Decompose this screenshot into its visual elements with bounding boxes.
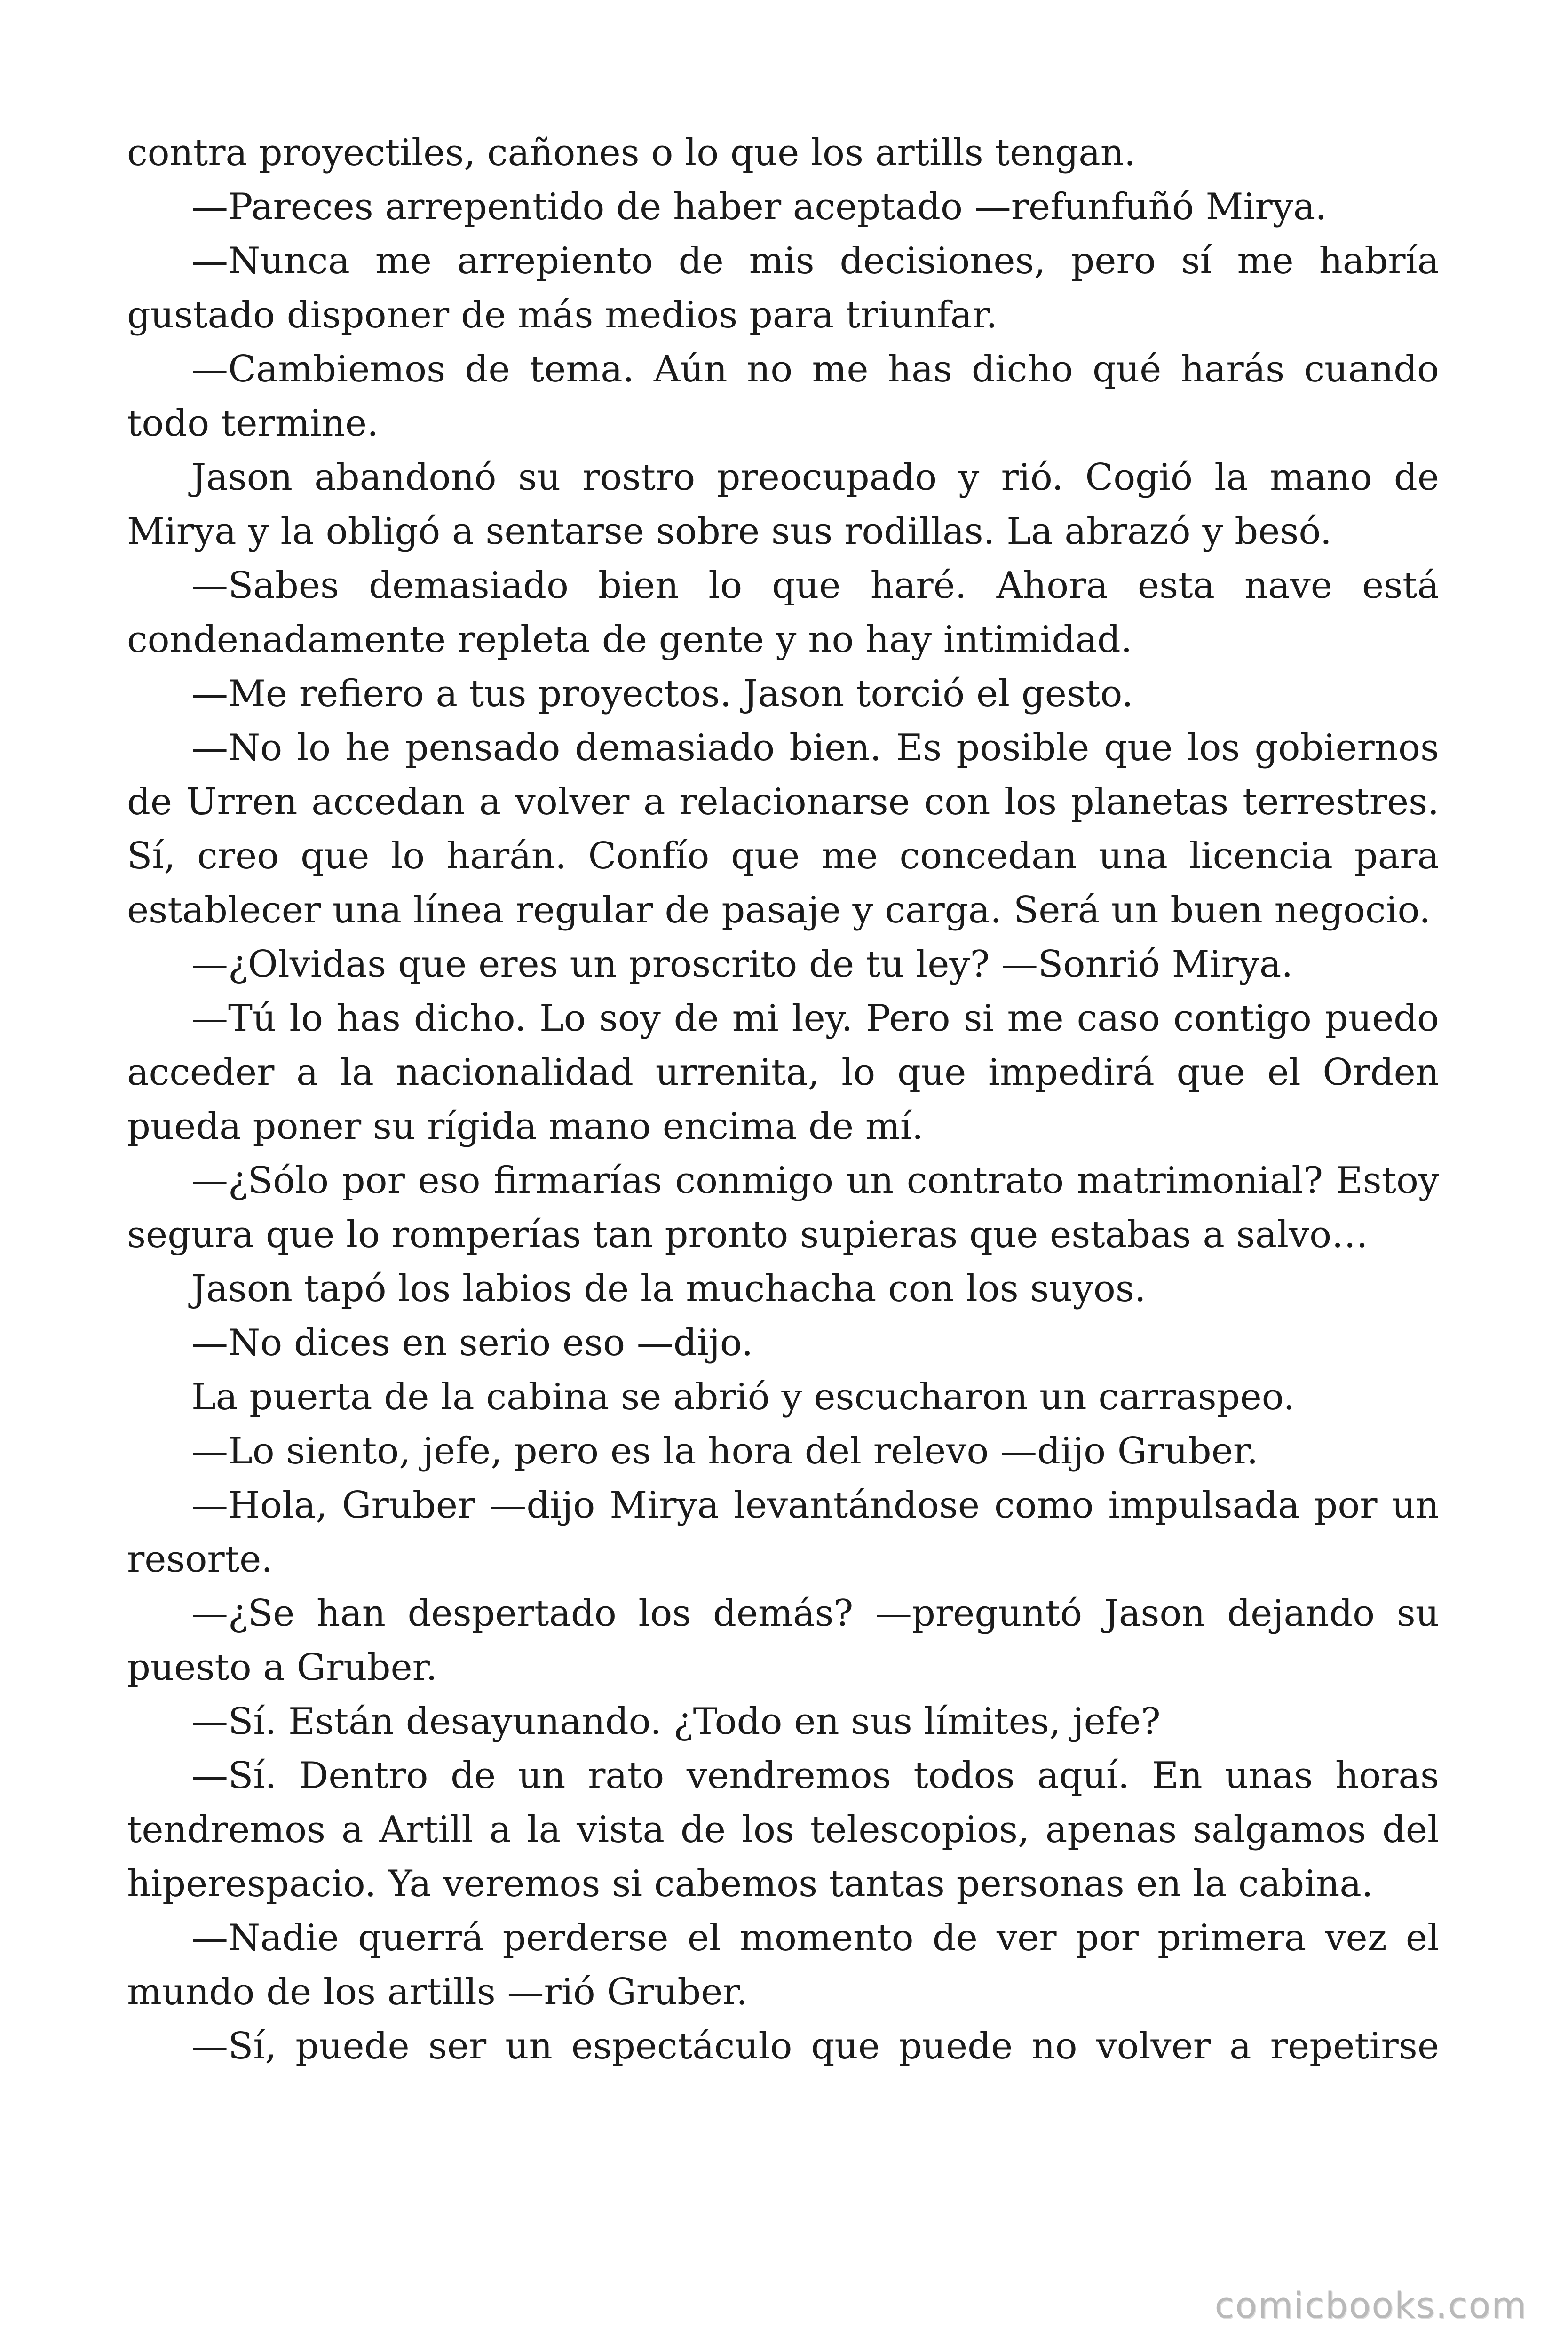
paragraph-15: —Lo siento, jefe, pero es la hora del relevo —dijo Gruber. [191,1430,1259,1472]
paragraph-19: —Sí. Dentro de un rato vendremos todos aquí. En unas horas tendremos a Artill a la vista de los telescopios, apenas salgamos del hiperespacio. Ya veremos si cabemos tantas personas en la cabina. [127,1755,1439,1905]
paragraph-7: —Me refiero a tus proyectos. Jason torció el gesto. [191,673,1133,715]
paragraph-5: Jason abandonó su rostro preocupado y rió. Cogió la mano de Mirya y la obligó a sentarse sobre sus rodillas. La abrazó y besó. [127,456,1439,553]
page-text [127,126,1439,2074]
paragraph-4: —Cambiemos de tema. Aún no me has dicho qué harás cuando todo termine. [127,348,1439,445]
paragraph-8: —No lo he pensado demasiado bien. Es posible que los gobiernos de Urren accedan a volver a relacionarse con los planetas terrestres. Sí, creo que lo harán. Confío que me concedan una licencia para establecer una línea regular de pasaje y carga. Será un buen negocio. [127,727,1439,931]
paragraph-6: —Sabes demasiado bien lo que haré. Ahora esta nave está condenadamente repleta de gente y no hay intimidad. [127,564,1439,661]
paragraph-21: —Sí, puede ser un espectáculo que puede no volver a repetirse [191,2025,1439,2067]
paragraph-20: —Nadie querrá perderse el momento de ver por primera vez el mundo de los artills —rió Gruber. [127,1917,1439,2013]
paragraph-10: —Tú lo has dicho. Lo soy de mi ley. Pero si me caso contigo puedo acceder a la nacionalidad urrenita, lo que impedirá que el Orden pueda poner su rígida mano encima de mí. [127,997,1439,1148]
paragraph-16: —Hola, Gruber —dijo Mirya levantándose como impulsada por un resorte. [127,1484,1439,1581]
site-watermark: comicbooks.com [1214,2284,1527,2326]
paragraph-3: —Nunca me arrepiento de mis decisiones, pero sí me habría gustado disponer de más medios para triunfar. [127,240,1439,336]
paragraph-17: —¿Se han despertado los demás? —preguntó Jason dejando su puesto a Gruber. [127,1592,1439,1689]
paragraph-14: La puerta de la cabina se abrió y escucharon un carraspeo. [191,1376,1295,1418]
paragraph-13: —No dices en serio eso —dijo. [191,1322,753,1364]
paragraph-9: —¿Olvidas que eres un proscrito de tu ley? —Sonrió Mirya. [191,943,1293,985]
paragraph-18: —Sí. Están desayunando. ¿Todo en sus límites, jefe? [191,1700,1161,1743]
paragraph-2: —Pareces arrepentido de haber aceptado —refunfuñó Mirya. [191,186,1327,228]
paragraph-11: —¿Sólo por eso firmarías conmigo un contrato matrimonial? Estoy segura que lo romperías tan pronto supieras que estabas a salvo… [127,1160,1439,1256]
paragraph-12: Jason tapó los labios de la muchacha con los suyos. [191,1268,1146,1310]
paragraph-1: contra proyectiles, cañones o lo que los artills tengan. [127,132,1136,174]
